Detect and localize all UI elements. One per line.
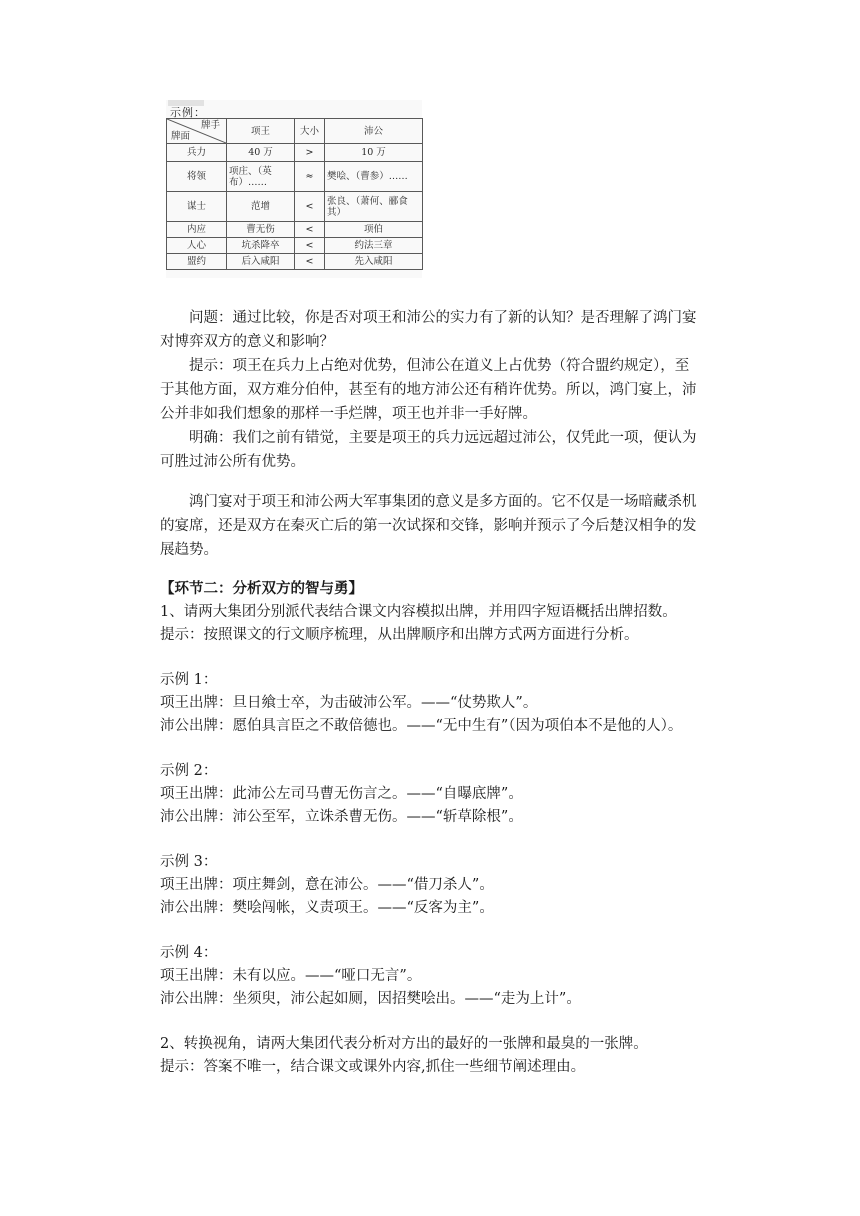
example-pei-move: 沛公出牌：樊哙闯帐，义责项王。——“反客为主”。 (160, 900, 494, 916)
example-table-caption: 示例： (170, 106, 206, 119)
cell-pei: 先入咸阳 (325, 254, 423, 270)
example-pei-move: 沛公出牌：沛公至军，立诛杀曹无伤。——“斩草除根”。 (160, 809, 523, 825)
example-table (166, 118, 423, 270)
cell-pei: 樊哙、（曹参）…… (325, 162, 423, 192)
example-xiang-move: 项王出牌：未有以应。——“哑口无言”。 (160, 968, 422, 984)
table-row (167, 254, 423, 270)
cell-xiang: 坑杀降卒 (227, 238, 295, 254)
diag-bottom-label: 牌面 (171, 131, 191, 142)
table-row (167, 144, 423, 162)
cell-xiang: 后入咸阳 (227, 254, 295, 270)
header-xiang: 项王 (227, 119, 295, 144)
table-header-row (167, 119, 423, 144)
cell-xiang: 40 万 (227, 144, 295, 162)
example-xiang-move: 项王出牌：此沛公左司马曹无伤言之。——“自曝底牌”。 (160, 786, 523, 802)
header-compare: 大小 (295, 119, 325, 144)
diag-top-label: 牌手 (200, 120, 220, 131)
cell-pei: 张良、（萧何、郦食其） (325, 192, 423, 222)
header-pei: 沛公 (325, 119, 423, 144)
row-label: 谋士 (167, 192, 227, 222)
task2-text: 2、转换视角，请两大集团代表分析对方出的最好的一张牌和最臭的一张牌。 (160, 1036, 648, 1052)
task1-text: 1、请两大集团分别派代表结合课文内容模拟出牌，并用四字短语概括出牌招数。 (160, 604, 677, 620)
row-label: 人心 (167, 238, 227, 254)
task2-hint: 提示：答案不唯一，结合课文或课外内容,抓住一些细节阐述理由。 (160, 1059, 586, 1075)
example-pei-move: 沛公出牌：坐须臾，沛公起如厕，因招樊哙出。——“走为上计”。 (160, 991, 581, 1007)
table-row (167, 192, 423, 222)
hint-paragraph: 提示：项王在兵力上占绝对优势，但沛公在道义上占优势（符合盟约规定），至于其他方面，双方难分伯仲，甚至有的地方沛公还有稍许优势。所以，鸿门宴上，沛公并非如我们想象的那样一手烂牌，项王也并非一手好牌。 (160, 358, 697, 422)
clarify-paragraph: 明确：我们之前有错觉，主要是项王的兵力远远超过沛公，仅凭此一项，便认为可胜过沛公所有优势。 (160, 430, 697, 470)
cell-compare: < (295, 222, 325, 238)
table-row (167, 222, 423, 238)
task1-hint: 提示：按照课文的行文顺序梳理，从出牌顺序和出牌方式两方面进行分析。 (160, 627, 639, 643)
example-xiang-move: 项王出牌：旦日飨士卒，为击破沛公军。——“仗势欺人”。 (160, 695, 538, 711)
cell-pei: 项伯 (325, 222, 423, 238)
row-label: 兵力 (167, 144, 227, 162)
summary-paragraph: 鸿门宴对于项王和沛公两大军事集团的意义是多方面的。它不仅是一场暗藏杀机的宴席，还是双方在秦灭亡后的第一次试探和交锋，影响并预示了今后楚汉相争的发展趋势。 (160, 494, 697, 558)
section-title: 【环节二：分析双方的智与勇】 (160, 580, 363, 597)
example-pei-move: 沛公出牌：愿伯具言臣之不敢倍德也。——“无中生有”（因为项伯本不是他的人）。 (160, 718, 683, 734)
example-title: 示例 1： (160, 672, 218, 688)
cell-compare: < (295, 192, 325, 222)
example-title: 示例 3： (160, 854, 218, 870)
cell-compare: < (295, 238, 325, 254)
cell-pei: 10 万 (325, 144, 423, 162)
cell-xiang: 范增 (227, 192, 295, 222)
table-diagonal-header (167, 119, 227, 144)
example-table-image (166, 100, 422, 278)
cell-compare: > (295, 144, 325, 162)
cell-xiang: 项庄、（英布）…… (227, 162, 295, 192)
table-row (167, 238, 423, 254)
example-xiang-move: 项王出牌：项庄舞剑，意在沛公。——“借刀杀人”。 (160, 877, 494, 893)
example-title: 示例 4： (160, 945, 218, 961)
cell-compare: ≈ (295, 162, 325, 192)
question-paragraph: 问题：通过比较，你是否对项王和沛公的实力有了新的认知？是否理解了鸿门宴对博弈双方的意义和影响？ (160, 310, 697, 350)
row-label: 盟约 (167, 254, 227, 270)
table-row (167, 162, 423, 192)
row-label: 内应 (167, 222, 227, 238)
cell-xiang: 曹无伤 (227, 222, 295, 238)
cell-compare: < (295, 254, 325, 270)
cell-pei: 约法三章 (325, 238, 423, 254)
row-label: 将领 (167, 162, 227, 192)
example-title: 示例 2： (160, 763, 218, 779)
